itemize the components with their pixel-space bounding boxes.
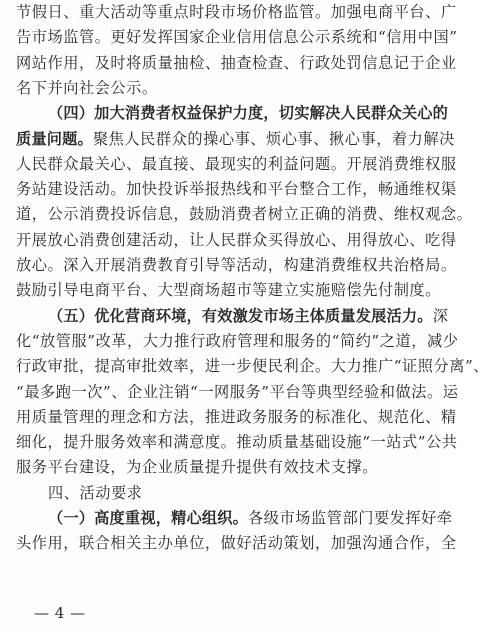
text-line: 用质量管理的理念和方法，推进政务服务的标准化、规范化、精 xyxy=(16,407,457,426)
section-title: 四、活动要求 xyxy=(48,483,143,502)
text-line: 服务平台建设，为企业质量提升提供有效技术支撑。 xyxy=(16,458,378,477)
text-line: 务站建设活动。加快投诉举报热线和平台整合工作，畅通维权渠 xyxy=(16,180,457,199)
page-number: — 4 — xyxy=(34,604,86,622)
text-line: 细化，提升服务效率和满意度。推动质量基础设施“一站式”公共 xyxy=(16,433,458,452)
section-heading: （五）优化营商环境，有效激发市场主体质量发展活力。深 xyxy=(48,306,449,325)
section-heading: （一）高度重视，精心组织。各级市场监管部门要发挥好牵 xyxy=(48,509,453,527)
text-line: 告市场监管。更好发挥国家企业信用信息公示系统和“信用中国” xyxy=(16,28,458,47)
text-line: “最多跑一次”、企业注销“一网服务”平台等典型经验和做法。运 xyxy=(16,382,459,401)
text-line: 质量问题。聚焦人民群众的操心事、烦心事、揪心事，着力解决 xyxy=(16,129,455,148)
text-line: 网站作用，及时将质量抽检、抽查检查、行政处罚信息记于企业 xyxy=(16,53,457,72)
text-line: 名下并向社会公示。 xyxy=(16,78,158,97)
text-line: 人民群众最关心、最直接、最现实的利益问题。开展消费维权服 xyxy=(16,154,457,173)
text-line: 鼓励引导电商平台、大型商场超市等建立实施赔偿先付制度。 xyxy=(16,281,441,300)
text-line: 行政审批，提高审批效率，进一步便民利企。大力推广“证照分离”、 xyxy=(16,357,489,376)
section-heading: （四）加大消费者权益保护力度，切实解决人民群众关心的 xyxy=(48,104,449,123)
text-line: 开展放心消费创建活动，让人民群众买得放心、用得放心、吃得 xyxy=(16,230,457,249)
text-line: 放心。深入开展消费教育引导等活动，构建消费维权共治格局。 xyxy=(16,256,457,274)
text-line: 化“放管服”改革，大力推行政府管理和服务的“简约”之道，减少 xyxy=(16,331,459,350)
text-line: 道，公示消费投诉信息，鼓励消费者树立正确的消费、维权观念。 xyxy=(16,205,473,224)
text-line: 头作用，联合相关主办单位，做好活动策划，加强沟通合作，全 xyxy=(16,534,457,553)
text-line: 节假日、重大活动等重点时段市场价格监管。加强电商平台、广 xyxy=(16,3,457,21)
